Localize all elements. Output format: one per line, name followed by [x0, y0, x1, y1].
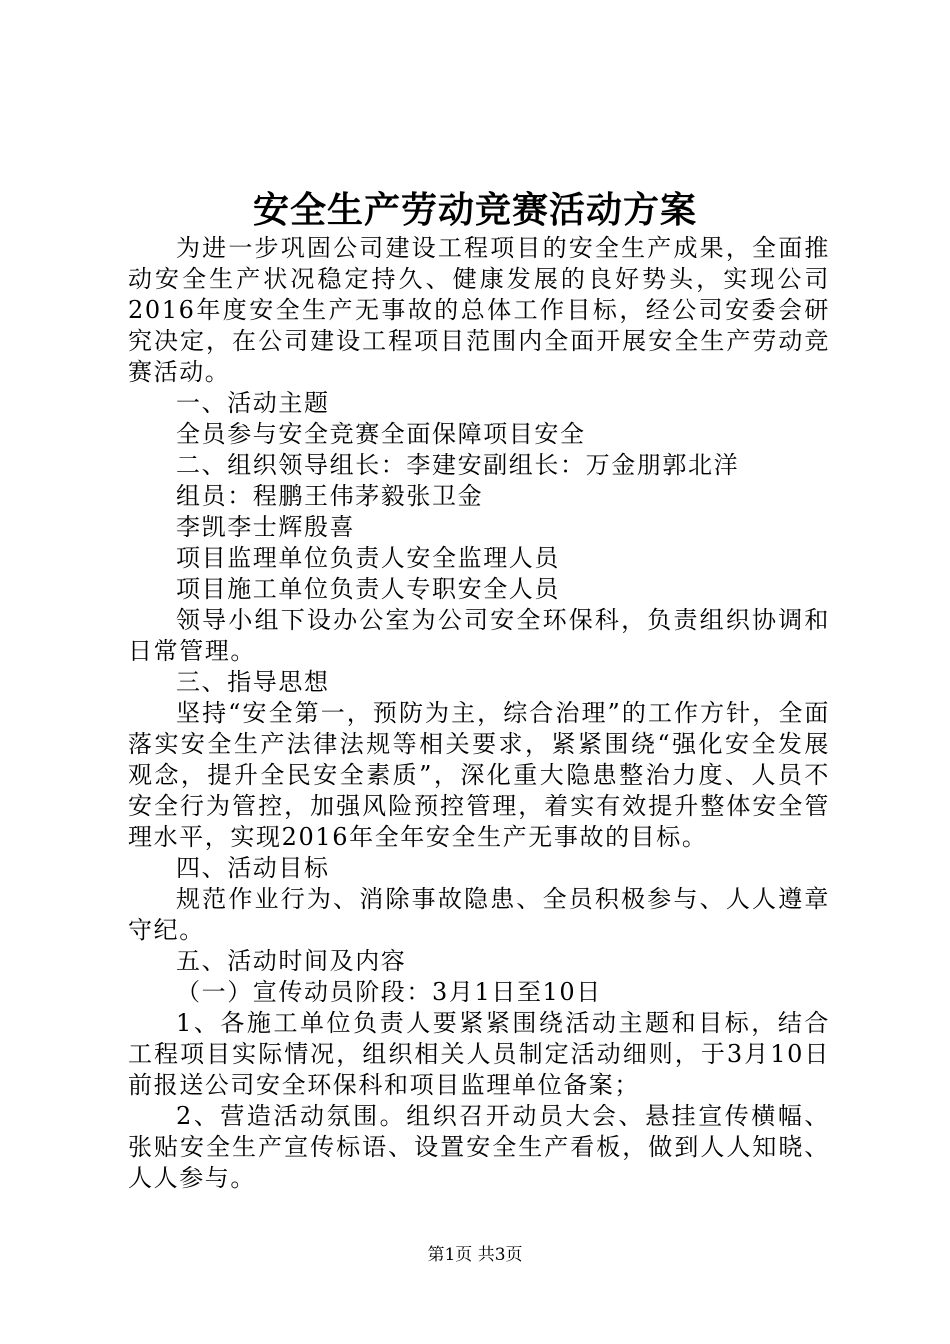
heading-organization: 二、组织领导组长：李建安副组长：万金朋郭北洋 — [176, 451, 740, 479]
paragraph-supervision: 项目监理单位负责人安全监理人员 — [176, 544, 560, 572]
paragraph-construction: 项目施工单位负责人专职安全人员 — [176, 575, 560, 603]
heading-activity-goal: 四、活动目标 — [176, 854, 330, 882]
paragraph-item-two: 2、营造活动氛围。组织召开动员大会、悬挂宣传横幅、张贴安全生产宣传标语、设置安全生产看板，做到人人知晓、人人参与。 — [128, 1102, 830, 1192]
paragraph-item-one: 1、各施工单位负责人要紧紧围绕活动主题和目标，结合工程项目实际情况，组织相关人员制定活动细则，于3月10日前报送公司安全环保科和项目监理单位备案； — [128, 1009, 830, 1099]
heading-time-content: 五、活动时间及内容 — [176, 947, 407, 975]
paragraph-members: 组员：程鹏王伟茅毅张卫金 — [176, 482, 484, 510]
paragraph-theme: 全员参与安全竞赛全面保障项目安全 — [176, 420, 586, 448]
document-title: 安全生产劳动竞赛活动方案 — [252, 189, 697, 231]
paragraph-stage-one: （一）宣传动员阶段：3月1日至10日 — [176, 978, 602, 1006]
paragraph-guiding-thought: 坚持“安全第一，预防为主，综合治理”的工作方针，全面落实安全生产法律法规等相关要求，紧紧围绕“强化安全发展观念，提升全民安全素质”，深化重大隐患整治力度、人员不安全行为管控，加强风险预控管理，着实有效提升整体安全管理水平，实现2016年全年安全生产无事故的目标。 — [128, 699, 830, 851]
paragraph-activity-goal: 规范作业行为、消除事故隐患、全员积极参与、人人遵章守纪。 — [128, 885, 830, 944]
document-body — [128, 233, 830, 1194]
heading-guiding-thought: 三、指导思想 — [176, 668, 330, 696]
paragraph-intro: 为进一步巩固公司建设工程项目的安全生产成果，全面推动安全生产状况稳定持久、健康发展的良好势头，实现公司2016年度安全生产无事故的总体工作目标，经公司安委会研究决定，在公司建设工程项目范围内全面开展安全生产劳动竞赛活动。 — [128, 234, 830, 386]
page-footer: 第1页 共3页 — [427, 1245, 523, 1265]
heading-activity-theme: 一、活动主题 — [176, 389, 330, 417]
paragraph-members-cont: 李凯李士辉殷喜 — [176, 513, 356, 541]
paragraph-office: 领导小组下设办公室为公司安全环保科，负责组织协调和日常管理。 — [128, 606, 830, 665]
